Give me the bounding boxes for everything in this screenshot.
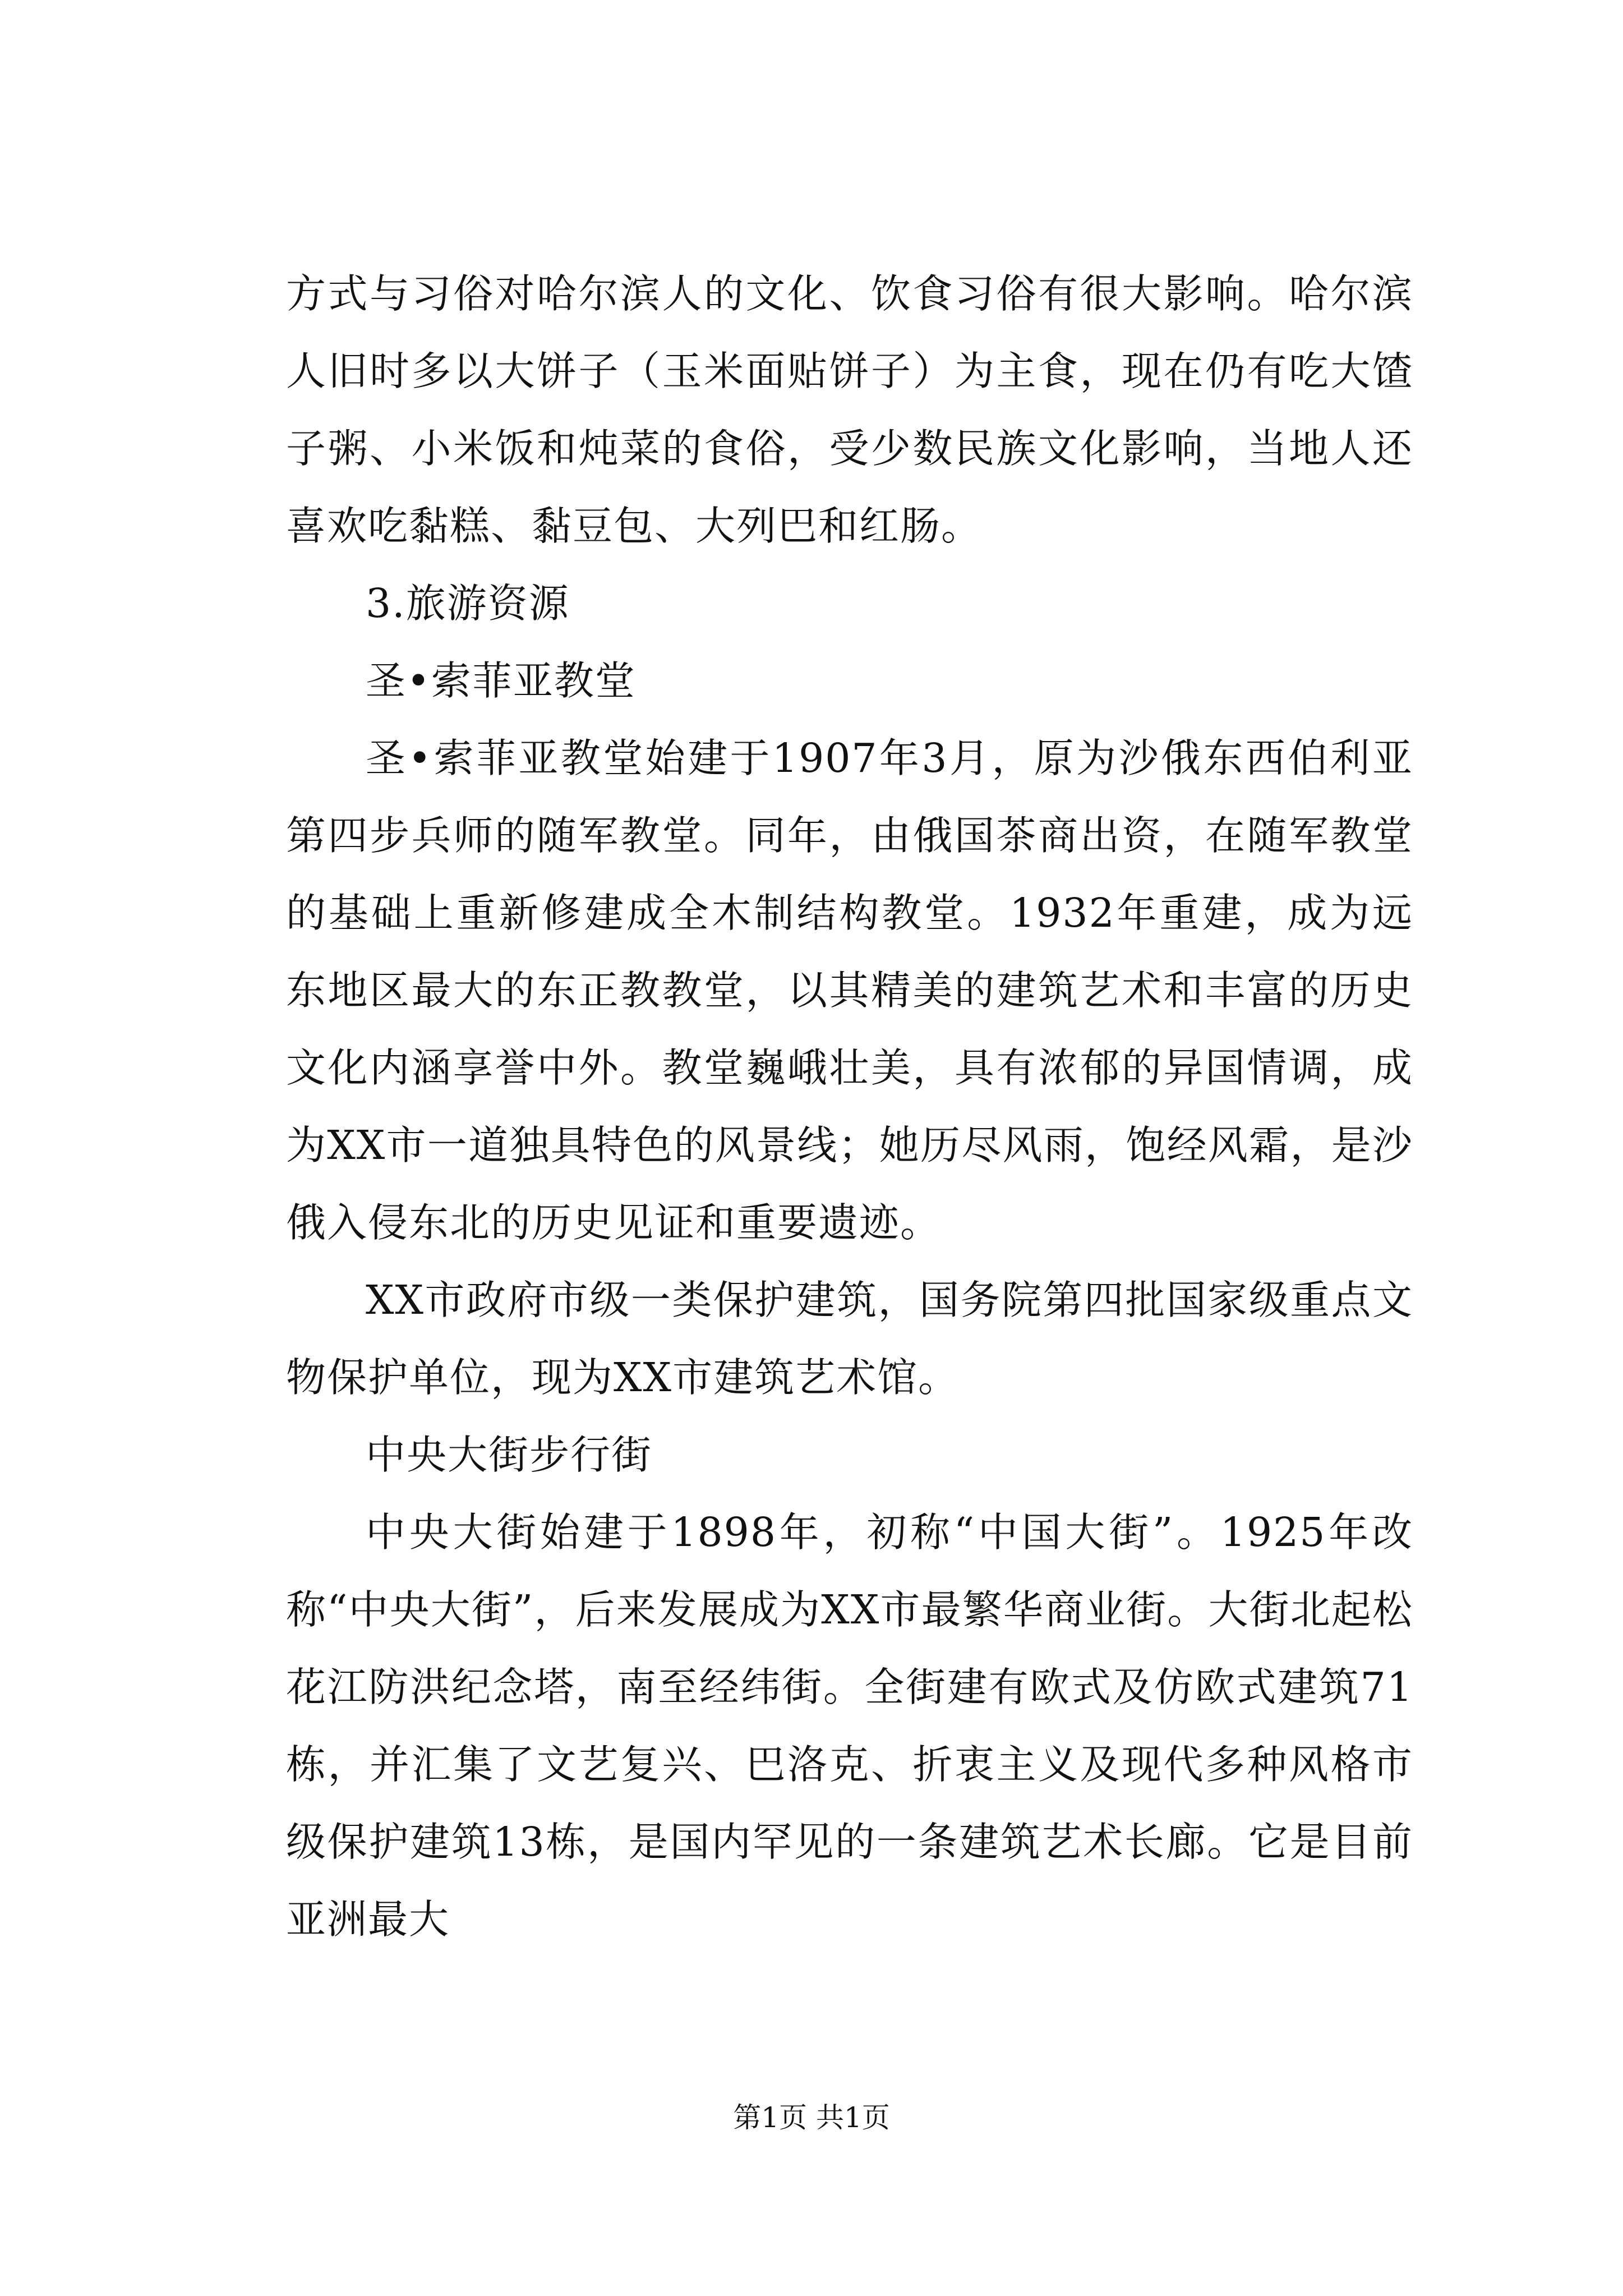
paragraph-central-street-history: 中央大街始建于1898年，初称“中国大街”。1925年改称“中央大街”，后来发展成为XX市最繁华商业街。大街北起松花江防洪纪念塔，南至经纬街。全街建有欧式及仿欧式建筑71栋，并汇集了文艺复兴、巴洛克、折衷主义及现代多种风格市级保护建筑13栋，是国内罕见的一条建筑艺术长廊。它是目前亚洲最大 bbox=[286, 1509, 1413, 1943]
paragraph-food-customs: 方式与习俗对哈尔滨人的文化、饮食习俗有很大影响。哈尔滨人旧时多以大饼子（玉米面贴饼子）为主食，现在仍有吃大馇子粥、小米饭和炖菜的食俗，受少数民族文化影响，当地人还喜欢吃黏糕、黏豆包、大列巴和红肠。 bbox=[286, 270, 1413, 549]
paragraph-st-sophia-protection: XX市政府市级一类保护建筑，国务院第四批国家级重点文物保护单位，现为XX市建筑艺术馆。 bbox=[286, 1277, 1413, 1401]
document-body bbox=[286, 255, 1413, 1958]
section-heading-tourism-resources: 3.旅游资源 bbox=[366, 580, 570, 627]
page-footer: 第1页 共1页 bbox=[733, 2101, 890, 2134]
subheading-st-sophia-cathedral: 圣•索菲亚教堂 bbox=[366, 657, 636, 704]
paragraph-st-sophia-history: 圣•索菲亚教堂始建于1907年3月，原为沙俄东西伯利亚第四步兵师的随军教堂。同年，由俄国茶商出资，在随军教堂的基础上重新修建成全木制结构教堂。1932年重建，成为远东地区最大的东正教教堂，以其精美的建筑艺术和丰富的历史文化内涵享誉中外。教堂巍峨壮美，具有浓郁的异国情调，成为XX市一道独具特色的风景线；她历尽风雨，饱经风霜，是沙俄入侵东北的历史见证和重要遗迹。 bbox=[286, 735, 1413, 1246]
subheading-central-street: 中央大街步行街 bbox=[366, 1432, 653, 1478]
